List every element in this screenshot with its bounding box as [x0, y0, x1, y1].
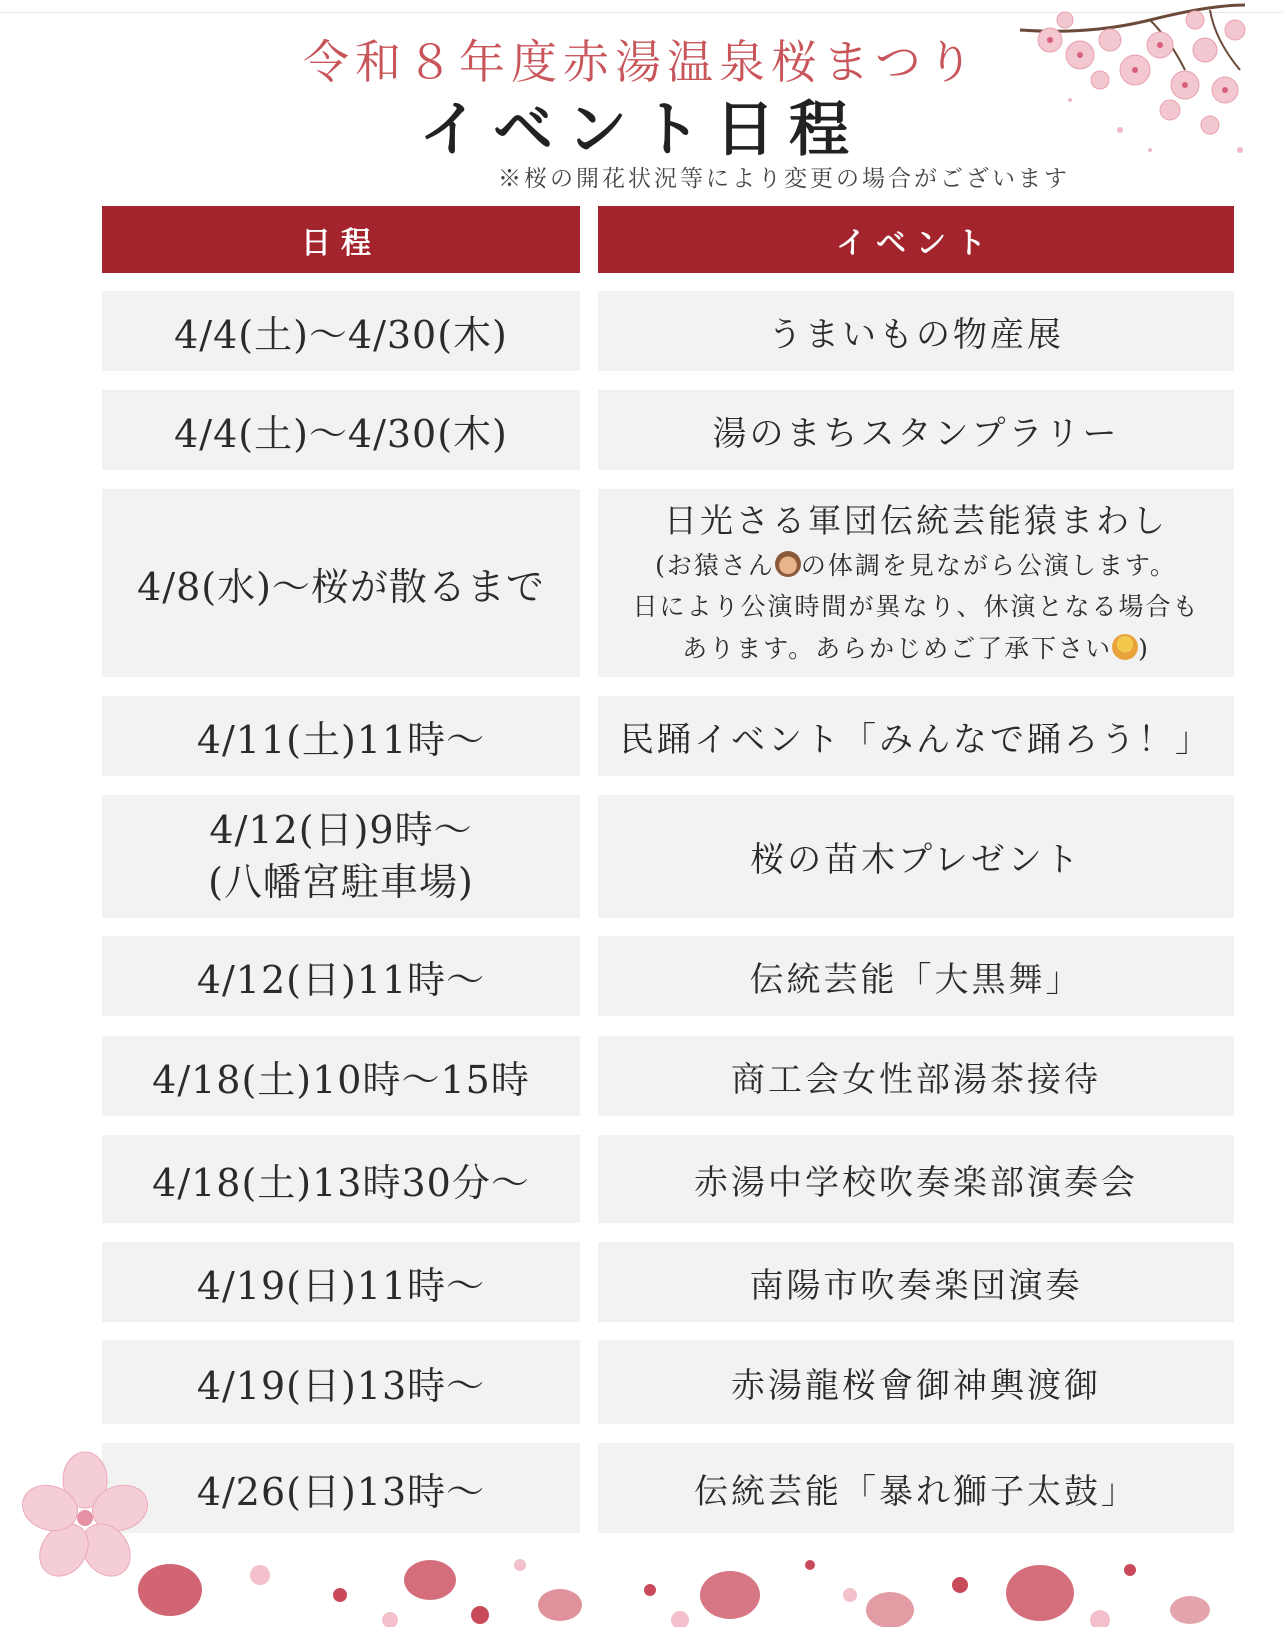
event-note-text: (お猿さん [655, 551, 775, 581]
schedule-event-cell: 桜の苗木プレゼント [598, 795, 1234, 918]
schedule-date-cell: 4/11(土)11時～ [102, 696, 580, 776]
schedule-event-cell: 湯のまちスタンプラリー [598, 390, 1234, 470]
schedule-event-cell: 赤湯龍桜會御神輿渡御 [598, 1340, 1234, 1424]
schedule-date-cell: 4/18(土)13時30分～ [102, 1135, 580, 1223]
schedule-date-cell: 4/19(日)13時～ [102, 1340, 580, 1424]
event-note [682, 628, 1150, 669]
event-note-text: あります。あらかじめご了承下さい [682, 633, 1113, 663]
schedule-event-cell: 商工会女性部湯茶接待 [598, 1036, 1234, 1116]
date-text: 4/12(日)9時～ [209, 808, 473, 853]
column-header-event: イベント [598, 206, 1234, 273]
schedule-event-cell: 赤湯中学校吹奏楽部演奏会 [598, 1135, 1234, 1223]
column-header-date: 日程 [102, 206, 580, 273]
schedule-date-cell: 4/18(土)10時～15時 [102, 1036, 580, 1116]
schedule-event-cell: 伝統芸能「暴れ獅子太鼓」 [598, 1443, 1234, 1533]
change-notice: ※桜の開花状況等により変更の場合がございます [498, 166, 1070, 192]
schedule-date-cell: 4/4(土)～4/30(木) [102, 291, 580, 371]
schedule-date-cell: 4/8(水)～桜が散るまで [102, 489, 580, 677]
falling-petals-icon [90, 1535, 1240, 1627]
bowing-person-emoji-icon [1112, 634, 1138, 660]
schedule-event-cell: うまいもの物産展 [598, 291, 1234, 371]
event-note-text: の体調を見ながら公演します。 [800, 551, 1177, 581]
schedule-event-cell: 南陽市吹奏楽団演奏 [598, 1242, 1234, 1322]
event-note-text: ) [1138, 633, 1150, 663]
schedule-date-cell: 4/26(日)13時～ [102, 1443, 580, 1533]
schedule-date-cell [102, 795, 580, 918]
festival-title: 令和８年度赤湯温泉桜まつり [303, 35, 979, 89]
schedule-date-cell: 4/12(日)11時～ [102, 936, 580, 1016]
schedule-event-cell [598, 489, 1234, 677]
schedule-event-cell: 民踊イベント「みんなで踊ろう！」 [598, 696, 1234, 776]
event-title: 日光さる軍団伝統芸能猿まわし [664, 501, 1168, 541]
schedule-date-cell: 4/19(日)11時～ [102, 1242, 580, 1322]
schedule-event-cell: 伝統芸能「大黒舞」 [598, 936, 1234, 1016]
event-note [655, 545, 1177, 586]
schedule-date-cell: 4/4(土)～4/30(木) [102, 390, 580, 470]
location-text: (八幡宮駐車場) [208, 859, 474, 904]
monkey-emoji-icon [775, 551, 801, 577]
event-note: 日により公演時間が異なり、休演となる場合も [632, 592, 1200, 622]
page-title: イベント日程 [419, 95, 863, 165]
